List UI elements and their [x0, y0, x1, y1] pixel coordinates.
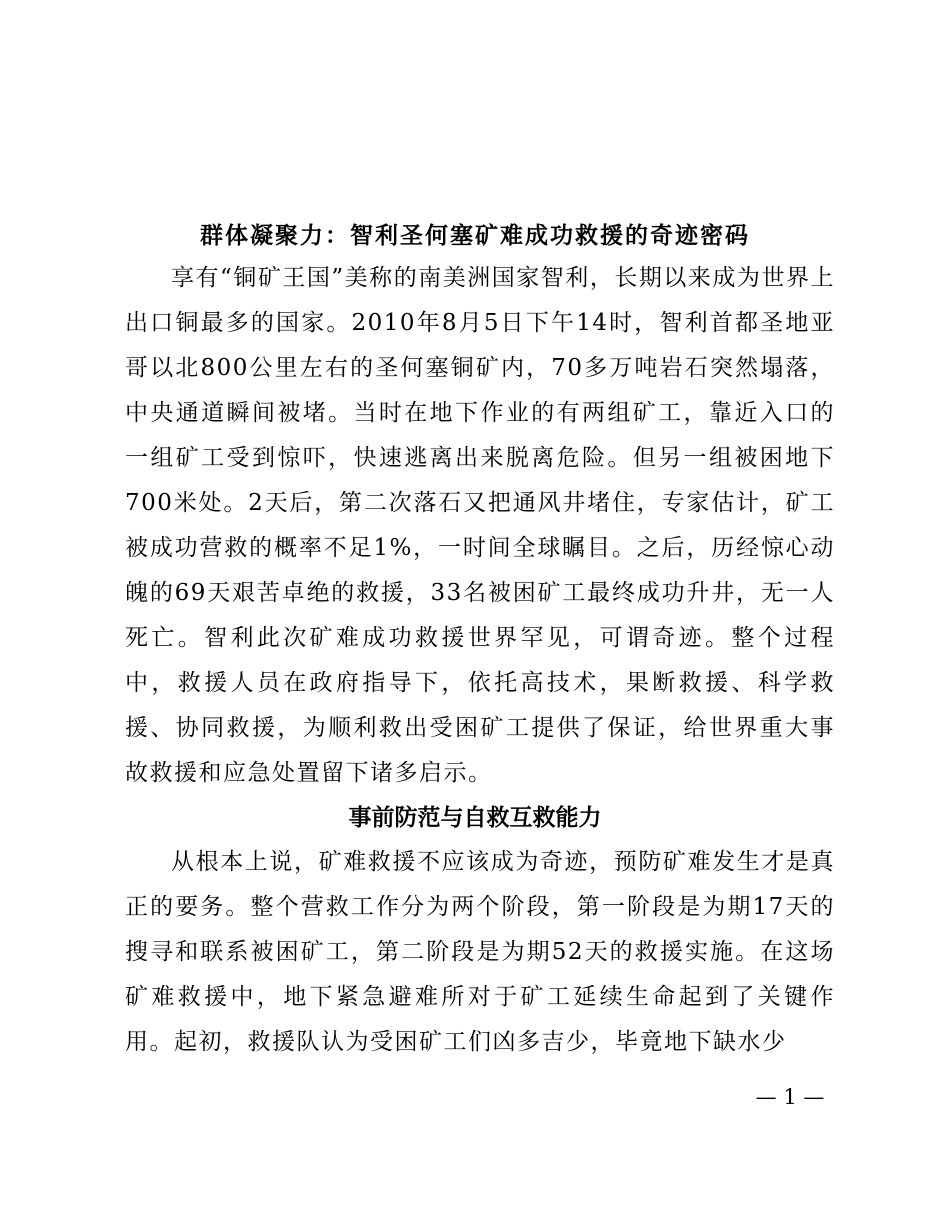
- body-paragraph: 从根本上说，矿难救援不应该成为奇迹，预防矿难发生才是真正的要务。整个营救工作分为两个阶段，第一阶段是为期17天的搜寻和联系被困矿工，第二阶段是为期52天的救援实施。在这场矿难救援中，地下紧急避难所对于矿工延续生命起到了关键作用。起初，救援队认为受困矿工们凶多吉少，毕竟地下缺水少: [125, 849, 835, 1055]
- body-paragraph: 享有“铜矿王国”美称的南美洲国家智利，长期以来成为世界上出口铜最多的国家。2010年8月5日下午14时，智利首都圣地亚哥以北800公里左右的圣何塞铜矿内，70多万吨岩石突然塌落，中央通道瞬间被堵。当时在地下作业的有两组矿工，靠近入口的一组矿工受到惊吓，快速逃离出来脱离危险。但另一组被困地下700米处。2天后，第二次落石又把通风井堵住，专家估计，矿工被成功营救的概率不足1%，一时间全球瞩目。之后，历经惊心动魄的69天艰苦卓绝的救援，33名被困矿工最终成功升井，无一人死亡。智利此次矿难成功救援世界罕见，可谓奇迹。整个过程中，救援人员在政府指导下，依托高技术，果断救援、科学救援、协同救援，为顺利救出受困矿工提供了保证，给世界重大事故救援和应急处置留下诸多启示。: [125, 265, 835, 786]
- document-title: 群体凝聚力：智利圣何塞矿难成功救援的奇迹密码: [200, 222, 750, 249]
- page-number: — 1 —: [755, 1085, 825, 1109]
- section-heading: 事前防范与自救互救能力: [348, 804, 602, 831]
